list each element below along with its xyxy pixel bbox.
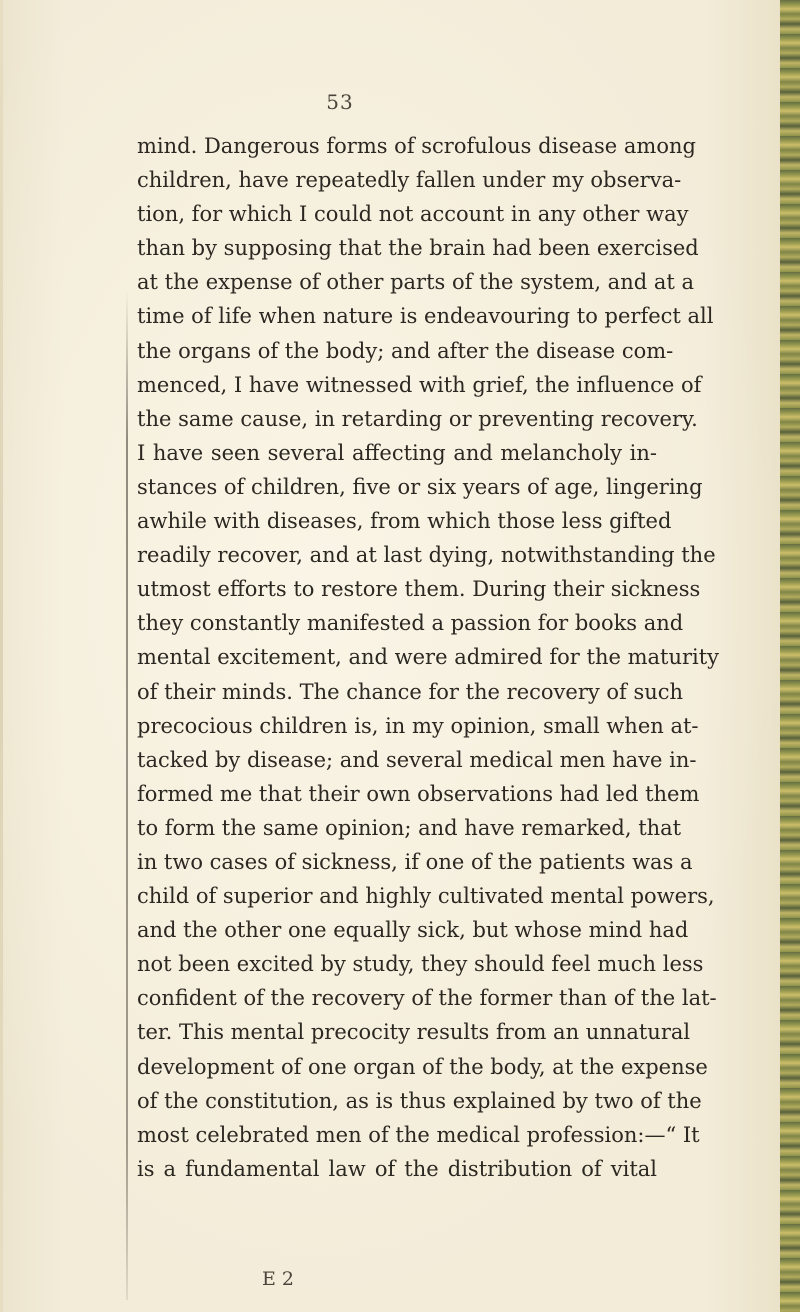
text-line: of the constitution, as is thus explained by two of the: [137, 1088, 702, 1113]
text-line: precocious children is, in my opinion, small when at-: [137, 713, 699, 738]
text-line: awhile with diseases, from which those less gifted: [137, 509, 672, 534]
text-line: readily recover, and at last dying, notwithstanding the: [137, 543, 716, 568]
text-line: they constantly manifested a passion for books and: [137, 611, 684, 636]
text-line: utmost efforts to restore them. During their sickness: [137, 577, 701, 602]
text-line: and the other one equally sick, but whose mind had: [137, 918, 689, 943]
text-line: in two cases of sickness, if one of the patients was a: [137, 849, 693, 874]
text-line: time of life when nature is endeavouring to perfect all: [137, 304, 714, 329]
text-line: tion, for which I could not account in any other way: [137, 202, 689, 227]
page-left-margin: [0, 0, 3, 1312]
text-line: the same cause, in retarding or preventing recovery.: [137, 406, 698, 431]
text-line: development of one organ of the body, at the expense: [137, 1054, 708, 1079]
text-line: of their minds. The chance for the recovery of such: [137, 679, 684, 704]
text-line: not been excited by study, they should feel much less: [137, 952, 704, 977]
binding-shadow: [126, 290, 128, 1300]
text-line: child of superior and highly cultivated mental powers,: [137, 884, 715, 909]
text-line: than by supposing that the brain had been exercised: [137, 236, 699, 261]
text-line: mind. Dangerous forms of scrofulous disease among: [137, 134, 696, 158]
body-text: [137, 129, 720, 1186]
text-line: is a fundamental law of the distribution of vital: [137, 1156, 657, 1181]
text-line: the organs of the body; and after the disease com-: [137, 338, 674, 363]
text-line: ter. This mental precocity results from an unnatural: [137, 1020, 691, 1045]
page-edge-strip: [780, 0, 800, 1312]
text-line: stances of children, five or six years of age, lingering: [137, 474, 703, 499]
text-line: children, have repeatedly fallen under my observa-: [137, 168, 682, 193]
text-line: formed me that their own observations had led them: [137, 781, 700, 806]
page-number: 53: [326, 90, 354, 114]
text-line: menced, I have witnessed with grief, the influence of: [137, 372, 702, 397]
text-line: to form the same opinion; and have remarked, that: [137, 815, 682, 840]
text-line: most celebrated men of the medical profession:—“ It: [137, 1122, 700, 1147]
signature-mark: E 2: [262, 1268, 294, 1290]
text-line: mental excitement, and were admired for the maturity: [137, 645, 720, 670]
text-line: at the expense of other parts of the system, and at a: [137, 270, 695, 295]
text-line: tacked by disease; and several medical men have in-: [137, 747, 697, 772]
text-line: confident of the recovery of the former than of the lat-: [137, 986, 717, 1011]
text-line: I have seen several affecting and melancholy in-: [137, 440, 657, 465]
